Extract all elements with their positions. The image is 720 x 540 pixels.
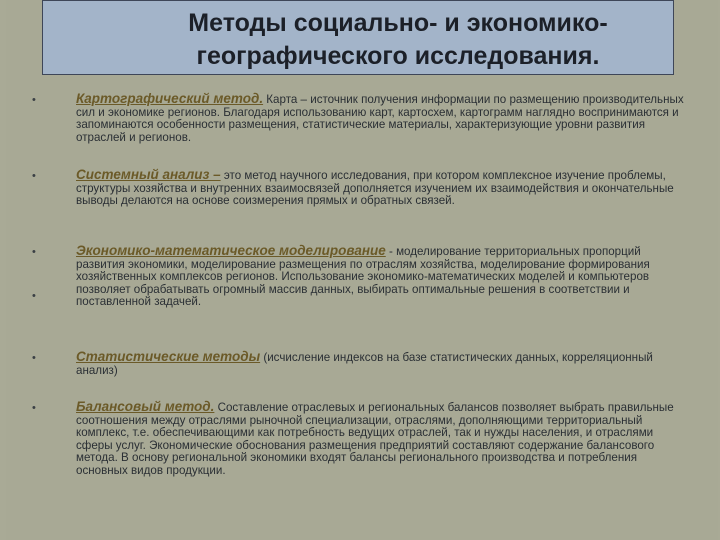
item-text <box>76 351 690 377</box>
item-body: Карта – источник получения информации по размещению производительных сил и экономике регионов. Благодаря использованию карт, картосхем, картограмм наглядно воспринимаются и запоминаются особенности размещения, статистические материалы, характеризующие уровни развития отраслей и регионов. <box>76 93 684 144</box>
title-box <box>42 0 674 75</box>
title-line-2: географического исследования. <box>196 42 600 70</box>
item-body: это метод научного исследования, при котором комплексное изучение проблемы, структуры хозяйства и внутренних взаимосвязей дополняется изучением их взаимодействия и окончательные выводы делаются на основе соизмерения прямых и обратных связей. <box>76 169 674 208</box>
slide <box>6 0 718 540</box>
item-text <box>76 93 690 144</box>
bullet: • <box>32 170 36 182</box>
bullet: • <box>32 290 36 302</box>
item-lead: Системный анализ – <box>76 167 221 182</box>
bullet: • <box>32 94 36 106</box>
item-lead: Балансовый метод. <box>76 399 215 414</box>
bullet: • <box>32 402 36 414</box>
item-text <box>76 245 690 309</box>
item-body: (исчисление индексов на базе статистических данных, корреляционный анализ) <box>76 351 653 377</box>
item-text <box>76 169 690 208</box>
item-lead: Экономико-математическое моделирование <box>76 243 386 258</box>
slide-title <box>133 7 663 73</box>
item-lead: Статистические методы <box>76 349 261 364</box>
bullet: • <box>32 352 36 364</box>
title-line-1: Методы социально- и экономико- <box>188 9 608 37</box>
item-body: - моделирование территориальных пропорций развития экономики, моделирование размещения по отраслям хозяйства, моделирование формирования хозяйственных комплексов регионов. Использование экономико-математических моделей и компьютеров позволяет обрабатывать огромный массив данных, выбирать оптимальные решения в соответствии и поставленной задачей. <box>76 245 650 309</box>
item-body: Составление отраслевых и региональных балансов позволяет выбрать правильные соотношения между отраслями рыночной специализации, отраслями, дополняющими территориальный комплекс, т.е. обеспечивающими как потребность ведущих отраслей, так и нужды населения, и отраслями сферы услуг. Экономические обоснования размещения предприятий составляют содержание балансового метода. В основу региональной экономики входят балансы регионального производства и потребления основных видов продукции. <box>76 401 674 477</box>
item-lead: Картографический метод. <box>76 91 264 106</box>
item-text <box>76 401 690 478</box>
bullet: • <box>32 246 36 258</box>
